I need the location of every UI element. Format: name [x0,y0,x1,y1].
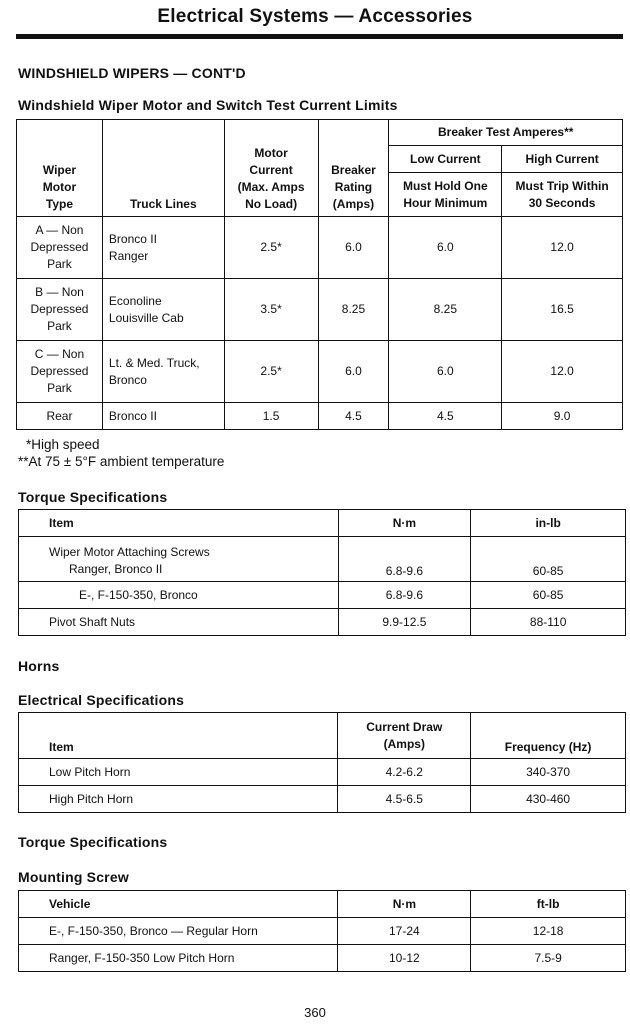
wiper-table-title: Windshield Wiper Motor and Switch Test Current Limits [18,97,398,113]
table-header-row: Vehicle N·m ft-lb [19,891,626,918]
mounting-screw-title: Mounting Screw [18,869,129,885]
footnote-high-speed: *High speed [26,437,100,452]
torque-title: Torque Specifications [18,489,168,505]
table-row: High Pitch Horn 4.5-6.5 430-460 [19,786,626,813]
header-low-current: Low Current [389,146,502,173]
table-header-row: Item Current Draw (Amps) Frequency (Hz) [19,713,626,759]
horns-heading: Horns [18,658,60,674]
page-title: Electrical Systems — Accessories [157,6,473,27]
table-row: Pivot Shaft Nuts 9.9-12.5 88-110 [19,609,626,636]
torque-table [18,509,626,636]
header-motor-current: Motor Current (Max. Amps No Load) [224,120,318,217]
table-header-row: Item N·m in-lb [19,510,626,537]
header-truck-lines: Truck Lines [102,120,224,217]
footnote-ambient: **At 75 ± 5°F ambient temperature [18,454,225,469]
horn-torque-title: Torque Specifications [18,834,168,850]
table-row: E-, F-150-350, Bronco — Regular Horn 17-24 12-18 [19,918,626,945]
table-row: A — Non Depressed Park Bronco II Ranger 2.5* 6.0 6.0 12.0 [17,217,623,279]
mounting-screw-table [18,890,626,972]
header-breaker-rating: Breaker Rating (Amps) [318,120,389,217]
electrical-specs-title: Electrical Specifications [18,692,185,708]
section-heading: WINDSHIELD WIPERS — CONT'D [18,65,246,81]
wiper-current-table [16,119,623,430]
header-low-sub: Must Hold One Hour Minimum [389,173,502,217]
table-row: Ranger, F-150-350 Low Pitch Horn 10-12 7.5-9 [19,945,626,972]
page-number: 360 [304,1005,326,1020]
table-header-row [17,120,623,146]
table-row: Low Pitch Horn 4.2-6.2 340-370 [19,759,626,786]
horn-electrical-table [18,712,626,813]
header-breaker-test: Breaker Test Amperes** [389,120,623,146]
table-row: B — Non Depressed Park Econoline Louisville Cab 3.5* 8.25 8.25 16.5 [17,279,623,341]
table-row: C — Non Depressed Park Lt. & Med. Truck, Bronco 2.5* 6.0 6.0 12.0 [17,341,623,403]
title-rule [16,34,623,39]
header-high-sub: Must Trip Within 30 Seconds [502,173,623,217]
table-row: Wiper Motor Attaching Screws Ranger, Bronco II 6.8-9.6 60-85 [19,537,626,582]
header-high-current: High Current [502,146,623,173]
header-wiper-type: Wiper Motor Type [17,120,103,217]
table-row: E-, F-150-350, Bronco 6.8-9.6 60-85 [19,582,626,609]
table-row: Rear Bronco II 1.5 4.5 4.5 9.0 [17,403,623,430]
